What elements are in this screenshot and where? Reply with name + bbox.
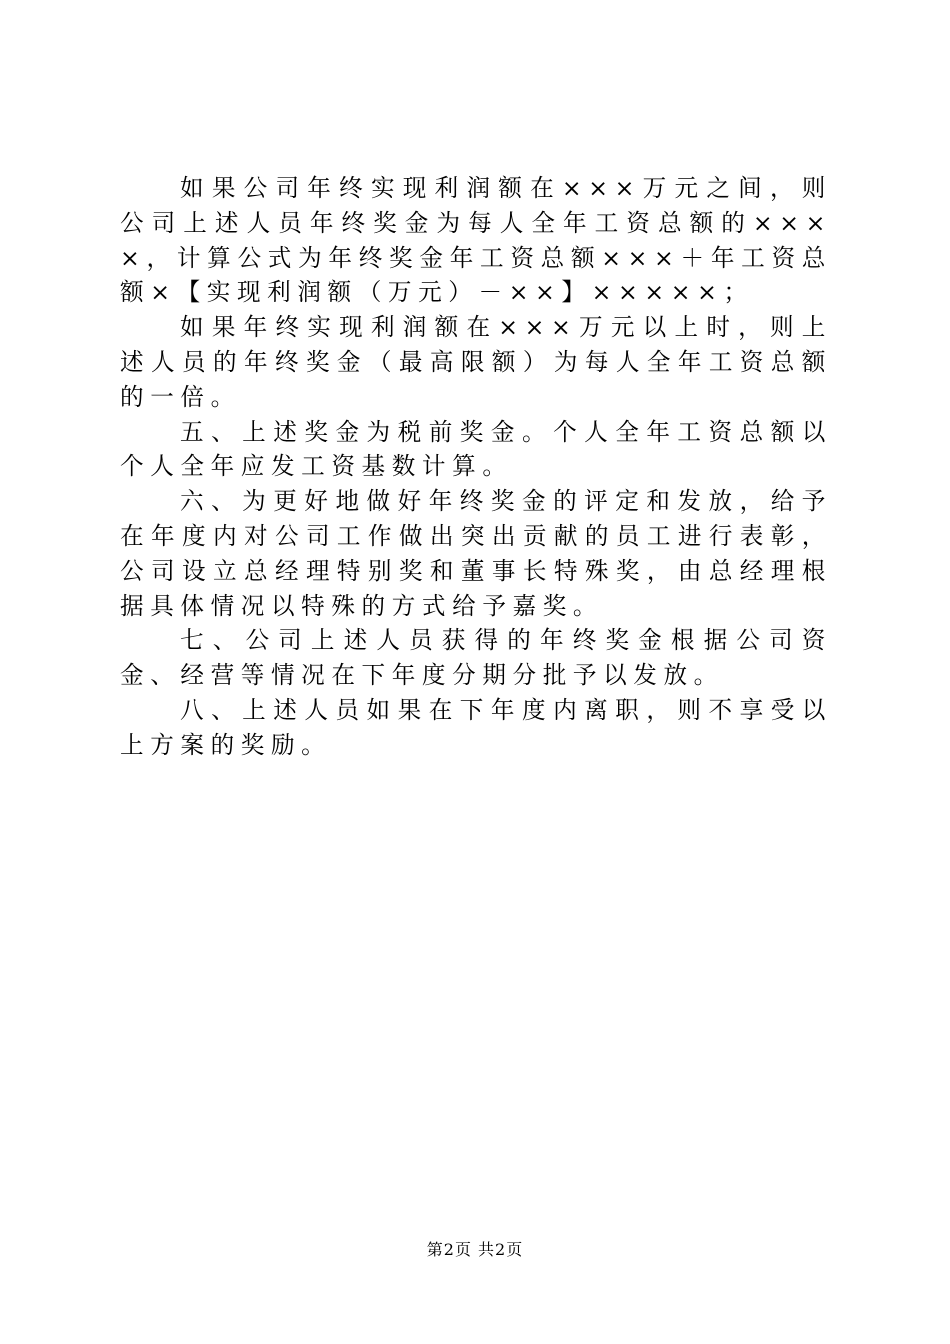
document-body: [120, 171, 832, 763]
paragraph-profit-above-limit: 如果年终实现利润额在×××万元以上时，则上述人员的年终奖金（最高限额）为每人全年工资总额的一倍。: [120, 313, 832, 411]
paragraph-item-eight: 八、上述人员如果在下年度内离职，则不享受以上方案的奖励。: [120, 695, 832, 759]
paragraph-item-seven: 七、公司上述人员获得的年终奖金根据公司资金、经营等情况在下年度分期分批予以发放。: [120, 626, 832, 690]
paragraph-profit-range-formula: 如果公司年终实现利润额在×××万元之间，则公司上述人员年终奖金为每人全年工资总额的××××，计算公式为年终奖金年工资总额×××＋年工资总额×【实现利润额（万元）－××】×××××；: [120, 174, 832, 307]
page-footer: 第2页 共2页: [426, 1240, 524, 1259]
paragraph-item-five: 五、上述奖金为税前奖金。个人全年工资总额以个人全年应发工资基数计算。: [120, 417, 832, 481]
paragraph-item-six: 六、为更好地做好年终奖金的评定和发放，给予在年度内对公司工作做出突出贡献的员工进行表彰，公司设立总经理特别奖和董事长特殊奖，由总经理根据具体情况以特殊的方式给予嘉奖。: [120, 487, 832, 620]
